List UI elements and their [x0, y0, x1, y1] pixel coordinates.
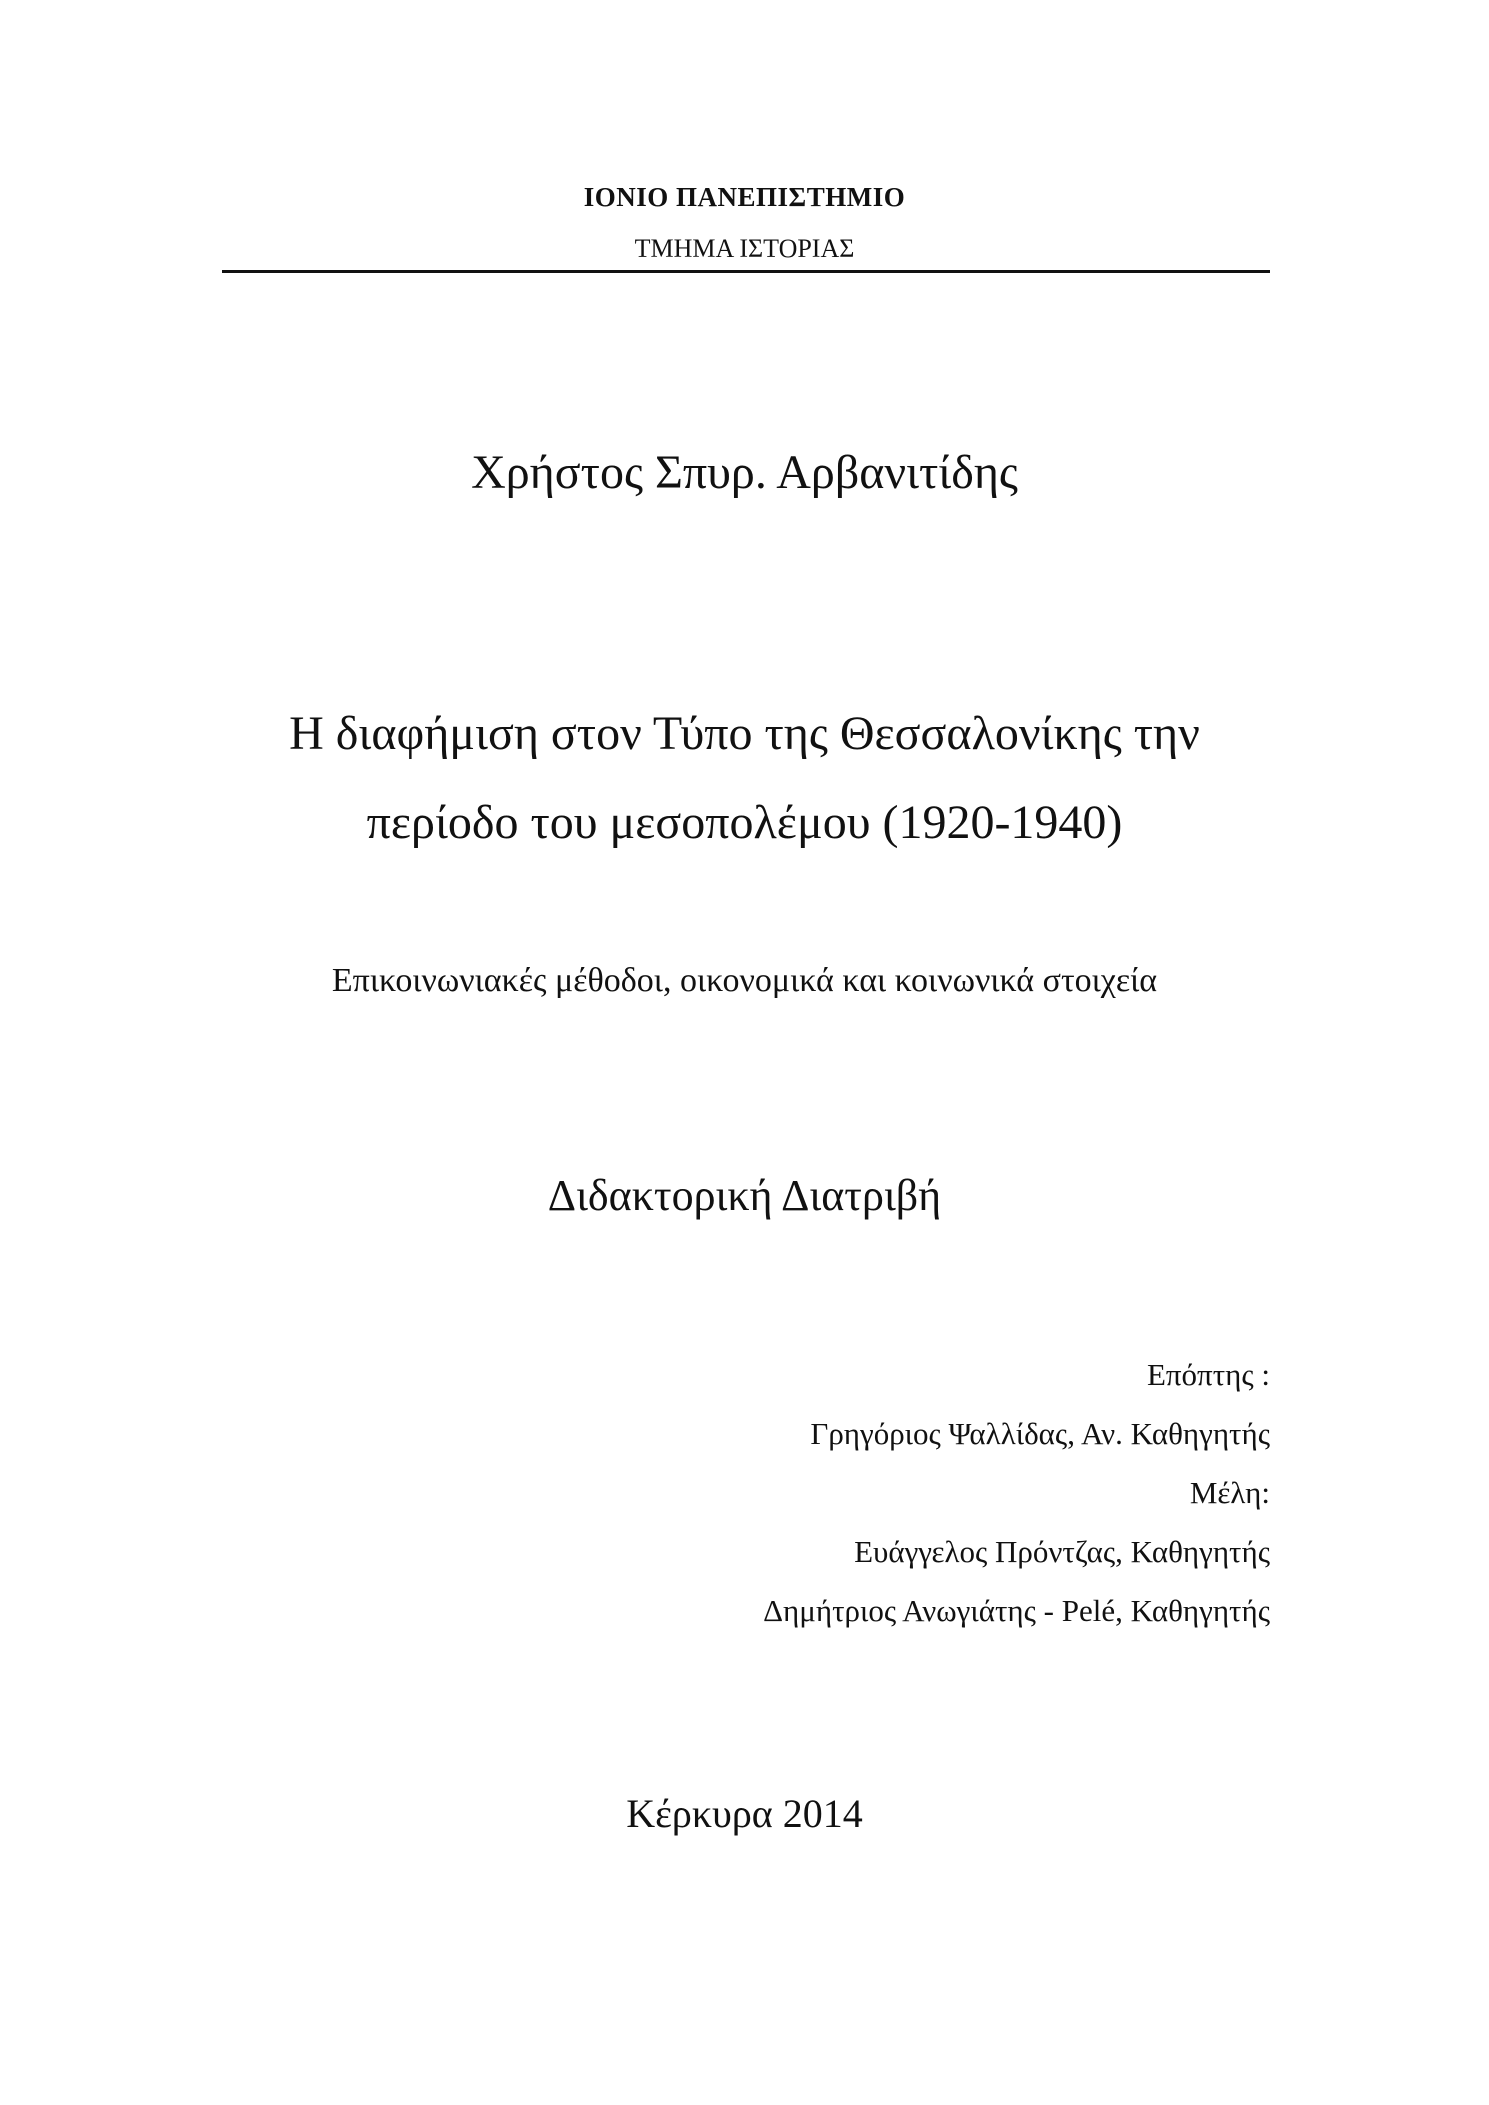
thesis-type: Διδακτορική Διατριβή — [547, 1171, 942, 1220]
thesis-subtitle: Επικοινωνιακές μέθοδοι, οικονομικά και κοινωνικά στοιχεία — [331, 962, 1158, 999]
thesis-title-line-2: περίοδο του μεσοπολέμου (1920-1940) — [366, 796, 1123, 849]
committee-member-1: Ευάγγελος Πρόντζας, Καθηγητής — [854, 1534, 1270, 1569]
department-name: ΤΜΗΜΑ ΙΣΤΟΡΙΑΣ — [634, 234, 855, 263]
author-name: Χρήστος Σπυρ. Αρβανιτίδης — [471, 446, 1018, 499]
university-name: ΙΟΝΙΟ ΠΑΝΕΠΙΣΤΗΜΙΟ — [583, 182, 906, 212]
members-label: Μέλη: — [1189, 1475, 1270, 1510]
committee-member-2: Δημήτριος Ανωγιάτης - Pelé, Καθηγητής — [763, 1593, 1270, 1628]
committee-block — [763, 1345, 1270, 1640]
supervisor-name: Γρηγόριος Ψαλλίδας, Αν. Καθηγητής — [810, 1416, 1270, 1451]
supervisor-label: Επόπτης : — [1146, 1357, 1270, 1392]
thesis-title-line-1: Η διαφήμιση στον Τύπο της Θεσσαλονίκης την — [289, 707, 1200, 760]
header-divider — [222, 270, 1270, 273]
place-and-year: Κέρκυρα 2014 — [626, 1791, 863, 1836]
